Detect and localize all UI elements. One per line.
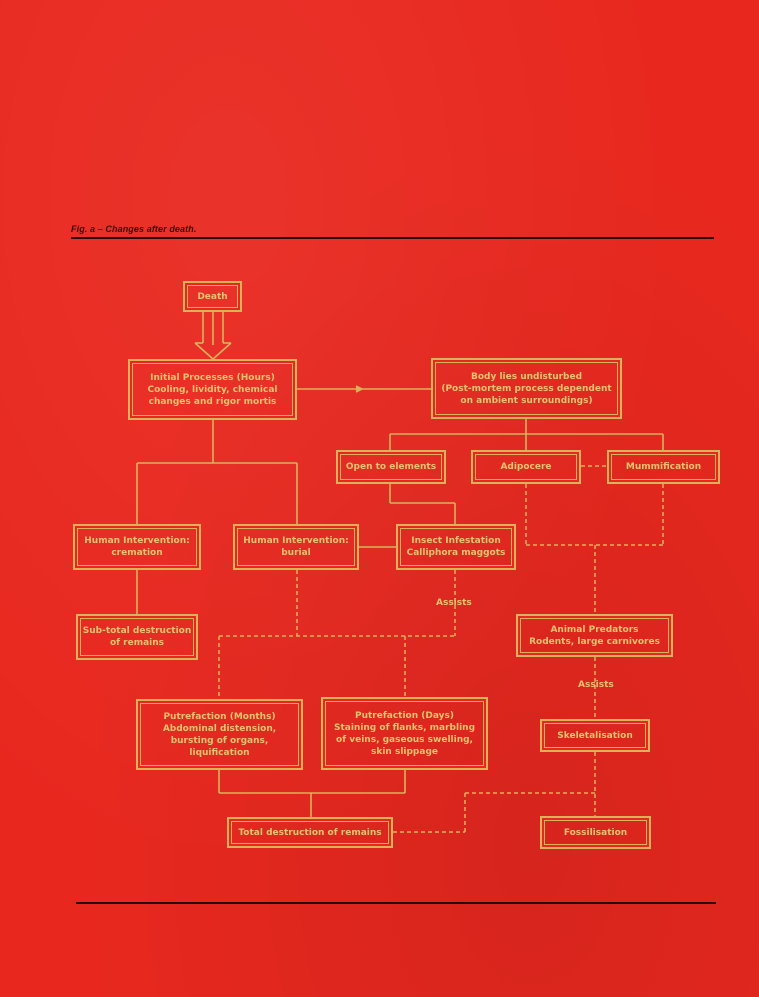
predators-line-1: Animal Predators — [550, 624, 639, 635]
undisturbed-line-2: (Post-mortem process dependent — [441, 383, 612, 394]
death-box — [183, 281, 242, 312]
subtotal-destruction-box — [76, 614, 198, 660]
death-label: Death — [197, 291, 228, 302]
burial-line-1: Human Intervention: — [243, 536, 349, 546]
assists-note-1: Assists — [436, 598, 472, 608]
open-to-elements-box — [336, 450, 446, 484]
total-destruction-label: Total destruction of remains — [238, 827, 382, 838]
days-line-3: of veins, gaseous swelling, — [336, 734, 473, 745]
fossilisation-box — [540, 816, 651, 849]
figure-title: Fig. a – Changes after death. — [71, 224, 197, 234]
burial-line-2: burial — [281, 548, 311, 558]
months-line-2: Abdominal distension, — [162, 723, 277, 734]
undisturbed-line-3: on ambient surroundings) — [460, 395, 593, 406]
initial-line-3: changes and rigor mortis — [148, 396, 277, 407]
mummification-box — [607, 450, 720, 484]
adipocere-label: Adipocere — [500, 462, 552, 472]
mummification-label: Mummification — [625, 462, 702, 472]
fossilisation-label: Fossilisation — [563, 827, 628, 838]
cremation-line-1: Human Intervention: — [84, 536, 190, 546]
putrefaction-months-box — [136, 699, 303, 770]
adipocere-box — [471, 450, 581, 484]
skeletalisation-box — [540, 719, 650, 752]
months-line-4: liquification — [189, 747, 250, 758]
putrefaction-days-box — [321, 697, 488, 770]
months-line-3: bursting of organs, — [170, 735, 269, 746]
days-line-1: Putrefaction (Days) — [355, 710, 454, 721]
assists-note-2: Assists — [578, 680, 614, 690]
initial-line-2: Cooling, lividity, chemical — [147, 384, 278, 395]
insect-infestation-box — [396, 524, 516, 570]
insect-line-2: Calliphora maggots — [406, 548, 506, 558]
subtotal-line-2: of remains — [109, 638, 165, 648]
skeletalisation-label: Skeletalisation — [557, 730, 633, 741]
insect-line-1: Insect Infestation — [411, 536, 501, 546]
total-destruction-box — [227, 817, 393, 848]
animal-predators-box — [516, 614, 673, 657]
cremation-box — [73, 524, 201, 570]
elements-label: Open to elements — [345, 462, 437, 472]
cremation-line-2: cremation — [111, 548, 163, 558]
initial-line-1: Initial Processes (Hours) — [150, 372, 275, 383]
months-line-1: Putrefaction (Months) — [163, 711, 276, 722]
undisturbed-line-1: Body lies undisturbed — [470, 371, 583, 382]
subtotal-line-1: Sub-total destruction — [82, 626, 192, 636]
days-line-2: Staining of flanks, marbling — [333, 722, 476, 733]
days-line-4: skin slippage — [371, 746, 438, 757]
initial-processes-box — [128, 359, 297, 420]
predators-line-2: Rodents, large carnivores — [529, 636, 660, 647]
burial-box — [233, 524, 359, 570]
body-undisturbed-box — [431, 358, 622, 419]
